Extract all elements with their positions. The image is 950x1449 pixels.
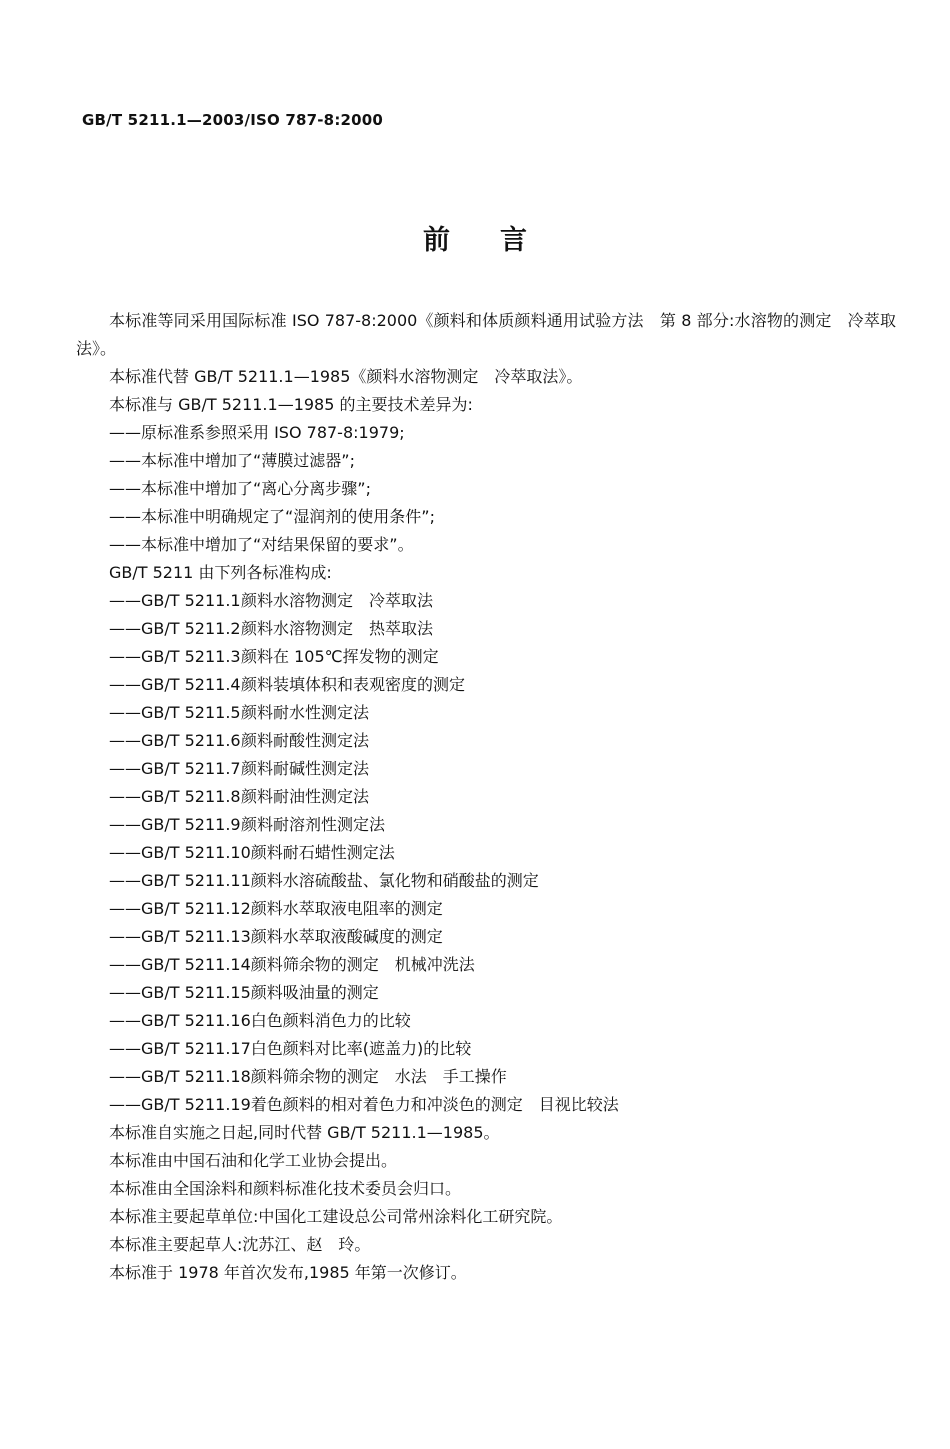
part-title: 颜料水溶物测定 冷萃取法 bbox=[241, 591, 434, 610]
part-title: 颜料水萃取液电阻率的测定 bbox=[250, 899, 443, 918]
part-title: 颜料在 105℃挥发物的测定 bbox=[241, 647, 439, 666]
part-item bbox=[76, 755, 896, 783]
document-number-header: GB/T 5211.1—2003/ISO 787-8:2000 bbox=[82, 111, 384, 129]
part-item bbox=[76, 839, 896, 867]
paragraph-replaces: 本标准代替 GB/T 5211.1—1985《颜料水溶物测定 冷萃取法》。 bbox=[109, 367, 583, 386]
part-code: ——GB/T 5211.19 bbox=[109, 1095, 251, 1114]
part-code: ——GB/T 5211.16 bbox=[109, 1011, 251, 1030]
page-title: 前言 bbox=[423, 225, 577, 256]
part-code: ——GB/T 5211.8 bbox=[109, 787, 241, 806]
part-title: 颜料装填体积和表观密度的测定 bbox=[241, 675, 466, 694]
part-code: ——GB/T 5211.10 bbox=[109, 843, 251, 862]
part-title: 颜料耐碱性测定法 bbox=[241, 759, 370, 778]
part-code: ——GB/T 5211.3 bbox=[109, 647, 241, 666]
part-item bbox=[76, 1035, 896, 1063]
part-item bbox=[76, 951, 896, 979]
part-title: 颜料耐溶剂性测定法 bbox=[241, 815, 386, 834]
part-item bbox=[76, 867, 896, 895]
part-code: ——GB/T 5211.6 bbox=[109, 731, 241, 750]
part-item bbox=[76, 1063, 896, 1091]
part-item bbox=[76, 811, 896, 839]
part-item bbox=[76, 727, 896, 755]
part-title: 白色颜料对比率(遮盖力)的比较 bbox=[250, 1039, 472, 1058]
document-body bbox=[76, 307, 896, 1287]
part-code: ——GB/T 5211.18 bbox=[109, 1067, 251, 1086]
part-code: ——GB/T 5211.4 bbox=[109, 675, 241, 694]
part-code: ——GB/T 5211.14 bbox=[109, 955, 251, 974]
difference-item: ——原标准系参照采用 ISO 787-8:1979; bbox=[109, 423, 405, 442]
paragraph-drafters: 本标准主要起草人:沈苏江、赵 玲。 bbox=[109, 1235, 371, 1254]
part-title: 颜料水萃取液酸碱度的测定 bbox=[250, 927, 443, 946]
part-title: 颜料水溶物测定 热萃取法 bbox=[241, 619, 434, 638]
part-code: ——GB/T 5211.17 bbox=[109, 1039, 251, 1058]
paragraph-differences-intro: 本标准与 GB/T 5211.1—1985 的主要技术差异为: bbox=[109, 395, 473, 414]
part-title: 颜料耐石蜡性测定法 bbox=[250, 843, 395, 862]
paragraph-drafting-organization: 本标准主要起草单位:中国化工建设总公司常州涂料化工研究院。 bbox=[109, 1207, 563, 1226]
part-title: 颜料耐油性测定法 bbox=[241, 787, 370, 806]
part-title: 颜料水溶硫酸盐、氯化物和硝酸盐的测定 bbox=[250, 871, 539, 890]
part-item bbox=[76, 923, 896, 951]
part-code: ——GB/T 5211.5 bbox=[109, 703, 241, 722]
part-title: 着色颜料的相对着色力和冲淡色的测定 目视比较法 bbox=[250, 1095, 619, 1114]
difference-item: ——本标准中增加了“薄膜过滤器”; bbox=[109, 451, 355, 470]
part-item bbox=[76, 979, 896, 1007]
part-item bbox=[76, 643, 896, 671]
part-title: 白色颜料消色力的比较 bbox=[250, 1011, 411, 1030]
paragraph-adoption: 本标准等同采用国际标准 ISO 787-8:2000《颜料和体质颜料通用试验方法 第 8 部分:水溶物的测定 冷萃取法》。 bbox=[76, 311, 896, 358]
difference-item: ——本标准中增加了“离心分离步骤”; bbox=[109, 479, 371, 498]
part-title: 颜料耐水性测定法 bbox=[241, 703, 370, 722]
part-code: ——GB/T 5211.12 bbox=[109, 899, 251, 918]
part-title: 颜料吸油量的测定 bbox=[250, 983, 379, 1002]
difference-item: ——本标准中明确规定了“湿润剂的使用条件”; bbox=[109, 507, 435, 526]
part-item bbox=[76, 671, 896, 699]
part-item bbox=[76, 699, 896, 727]
paragraph-under-jurisdiction: 本标准由全国涂料和颜料标准化技术委员会归口。 bbox=[109, 1179, 462, 1198]
part-title: 颜料筛余物的测定 水法 手工操作 bbox=[250, 1067, 507, 1086]
part-item bbox=[76, 783, 896, 811]
part-title: 颜料耐酸性测定法 bbox=[241, 731, 370, 750]
part-item bbox=[76, 587, 896, 615]
part-code: ——GB/T 5211.13 bbox=[109, 927, 251, 946]
parts-list bbox=[76, 587, 896, 1119]
part-code: ——GB/T 5211.9 bbox=[109, 815, 241, 834]
part-item bbox=[76, 895, 896, 923]
part-item bbox=[76, 1091, 896, 1119]
paragraph-supersedes: 本标准自实施之日起,同时代替 GB/T 5211.1—1985。 bbox=[109, 1123, 500, 1142]
difference-item: ——本标准中增加了“对结果保留的要求”。 bbox=[109, 535, 414, 554]
part-title: 颜料筛余物的测定 机械冲洗法 bbox=[250, 955, 475, 974]
paragraph-publication-history: 本标准于 1978 年首次发布,1985 年第一次修订。 bbox=[109, 1263, 467, 1282]
part-item bbox=[76, 615, 896, 643]
part-code: ——GB/T 5211.7 bbox=[109, 759, 241, 778]
part-item bbox=[76, 1007, 896, 1035]
paragraph-proposed-by: 本标准由中国石油和化学工业协会提出。 bbox=[109, 1151, 398, 1170]
paragraph-parts-intro: GB/T 5211 由下列各标准构成: bbox=[109, 563, 332, 582]
part-code: ——GB/T 5211.2 bbox=[109, 619, 241, 638]
part-code: ——GB/T 5211.1 bbox=[109, 591, 241, 610]
part-code: ——GB/T 5211.15 bbox=[109, 983, 251, 1002]
part-code: ——GB/T 5211.11 bbox=[109, 871, 251, 890]
